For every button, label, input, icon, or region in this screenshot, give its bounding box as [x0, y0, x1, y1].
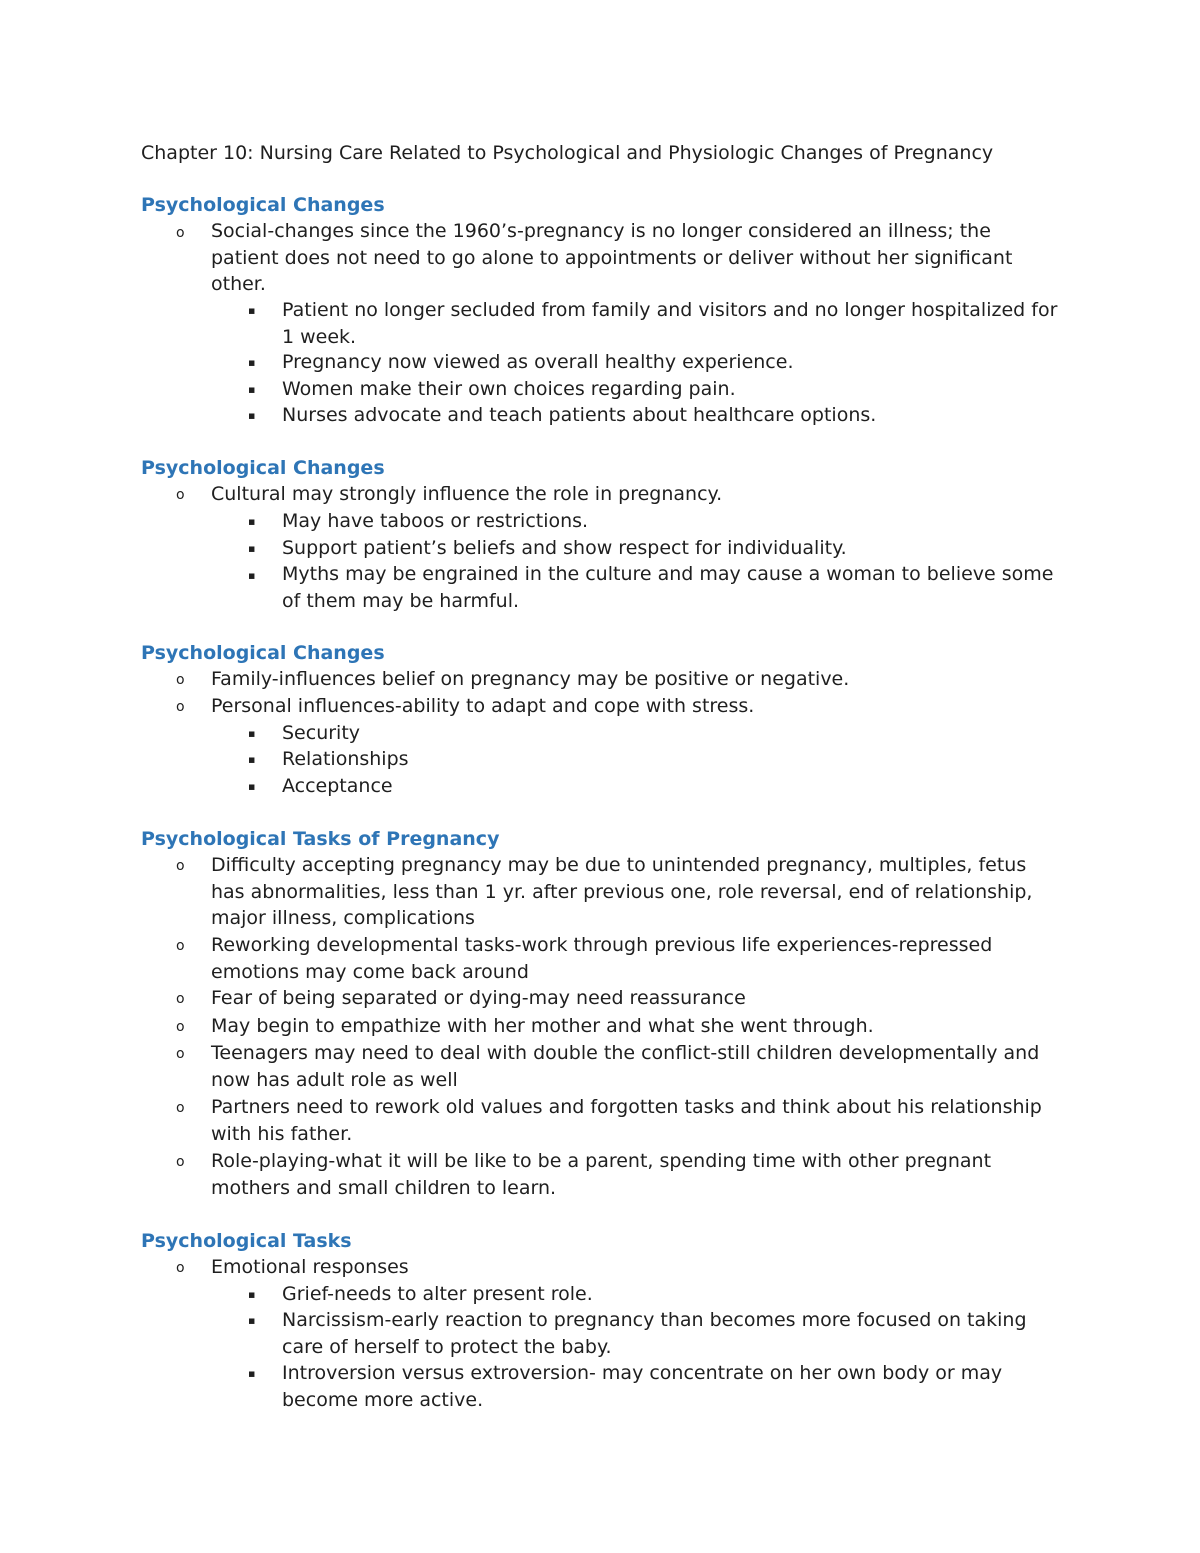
sub-list-item: Security: [282, 722, 361, 744]
bullet-square-marker: ▪: [248, 753, 256, 766]
section-heading: Psychological Changes: [141, 194, 385, 216]
sub-list-item: Narcissism-early reaction to pregnancy than becomes more focused on taking care of herself to protect the baby.: [282, 1309, 1027, 1358]
list-item: Partners need to rework old values and forgotten tasks and think about his relationship with his father.: [211, 1096, 1042, 1145]
list-item: May begin to empathize with her mother and what she went through.: [211, 1015, 874, 1037]
bullet-circle-marker: o: [176, 1046, 185, 1062]
list-item: Difficulty accepting pregnancy may be due to unintended pregnancy, multiples, fetus has abnormalities, less than 1 yr. after previous one, role reversal, end of relationship, major illness, complications: [211, 854, 1033, 930]
list-item: Reworking developmental tasks-work through previous life experiences-repressed emotions may come back around: [211, 934, 993, 983]
bullet-circle-marker: o: [176, 699, 185, 715]
bullet-circle-marker: o: [176, 672, 185, 688]
bullet-circle-marker: o: [176, 991, 185, 1007]
bullet-circle-marker: o: [176, 1100, 185, 1116]
bullet-square-marker: ▪: [248, 1367, 256, 1380]
bullet-circle-marker: o: [176, 1154, 185, 1170]
bullet-square-marker: ▪: [248, 515, 256, 528]
bullet-square-marker: ▪: [248, 1288, 256, 1301]
list-item: Emotional responses: [211, 1256, 409, 1278]
sub-list-item: Women make their own choices regarding pain.: [282, 378, 736, 400]
list-item: Teenagers may need to deal with double the conflict-still children developmentally and now has adult role as well: [211, 1042, 1040, 1091]
list-item: Role-playing-what it will be like to be a parent, spending time with other pregnant mothers and small children to learn.: [211, 1150, 992, 1199]
bullet-square-marker: ▪: [248, 727, 256, 740]
section-heading: Psychological Tasks: [141, 1230, 352, 1252]
bullet-square-marker: ▪: [248, 304, 256, 317]
bullet-square-marker: ▪: [248, 780, 256, 793]
bullet-square-marker: ▪: [248, 542, 256, 555]
bullet-square-marker: ▪: [248, 409, 256, 422]
section-heading: Psychological Changes: [141, 457, 385, 479]
list-item: Fear of being separated or dying-may need reassurance: [211, 987, 746, 1009]
sub-list-item: Patient no longer secluded from family and visitors and no longer hospitalized for 1 week.: [282, 299, 1058, 348]
bullet-square-marker: ▪: [248, 569, 256, 582]
sub-list-item: Support patient’s beliefs and show respect for individuality.: [282, 537, 847, 559]
sub-list-item: Pregnancy now viewed as overall healthy experience.: [282, 351, 794, 373]
bullet-square-marker: ▪: [248, 356, 256, 369]
sub-list-item: Grief-needs to alter present role.: [282, 1283, 593, 1305]
sub-list-item: Acceptance: [282, 775, 393, 797]
list-item: Family-influences belief on pregnancy may be positive or negative.: [211, 668, 850, 690]
section-heading: Psychological Changes: [141, 642, 385, 664]
bullet-circle-marker: o: [176, 1260, 185, 1276]
bullet-circle-marker: o: [176, 487, 185, 503]
list-item: Personal influences-ability to adapt and cope with stress.: [211, 695, 755, 717]
sub-list-item: Introversion versus extroversion- may concentrate on her own body or may become more active.: [282, 1362, 1003, 1411]
document-title: Chapter 10: Nursing Care Related to Psychological and Physiologic Changes of Pregnancy: [141, 142, 994, 164]
sub-list-item: Nurses advocate and teach patients about healthcare options.: [282, 404, 877, 426]
section-heading: Psychological Tasks of Pregnancy: [141, 828, 500, 850]
sub-list-item: Myths may be engrained in the culture and may cause a woman to believe some of them may be harmful.: [282, 563, 1054, 612]
list-item: Social-changes since the 1960’s-pregnancy is no longer considered an illness; the patient does not need to go alone to appointments or deliver without her significant other.: [211, 220, 1013, 296]
bullet-circle-marker: o: [176, 225, 185, 241]
bullet-circle-marker: o: [176, 938, 185, 954]
list-item: Cultural may strongly influence the role in pregnancy.: [211, 483, 723, 505]
bullet-square-marker: ▪: [248, 383, 256, 396]
sub-list-item: Relationships: [282, 748, 409, 770]
bullet-square-marker: ▪: [248, 1314, 256, 1327]
bullet-circle-marker: o: [176, 1019, 185, 1035]
sub-list-item: May have taboos or restrictions.: [282, 510, 589, 532]
bullet-circle-marker: o: [176, 858, 185, 874]
